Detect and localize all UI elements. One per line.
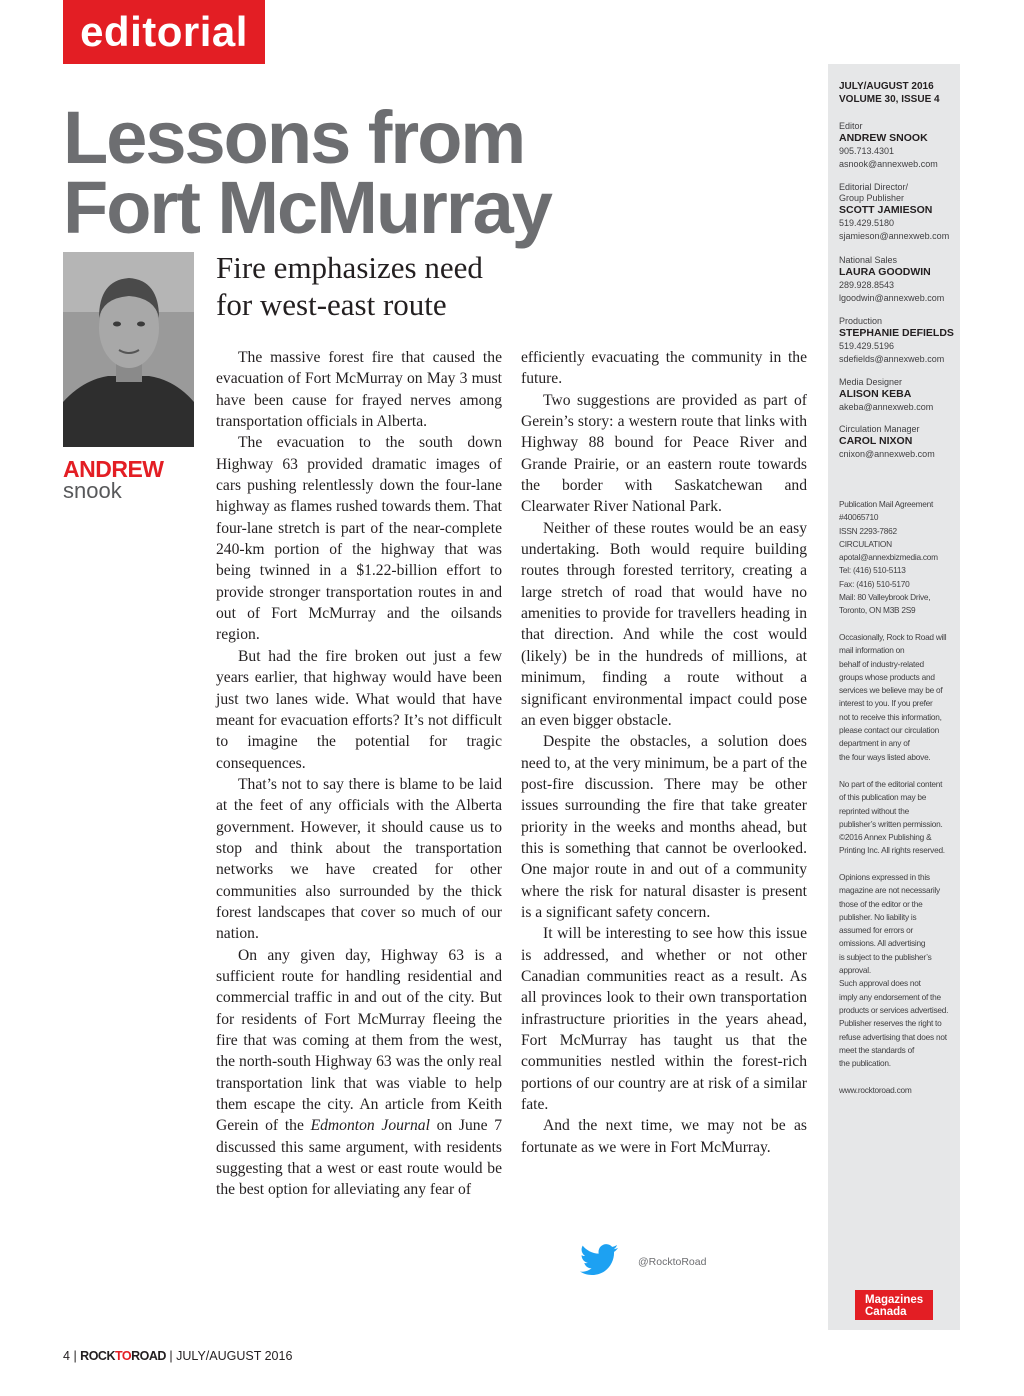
- website: [839, 1084, 957, 1097]
- notice-line: is subject to the publisher’s: [839, 951, 932, 962]
- staff-circulation-manager: [839, 424, 957, 461]
- notice-line: meet the standards of: [839, 1044, 915, 1055]
- staff-role: National Sales: [839, 255, 898, 265]
- staff-phone: 519.429.5180: [839, 218, 895, 228]
- staff-email[interactable]: sjamieson@annexweb.com: [839, 231, 950, 241]
- mail-line: Mail: 80 Valleybrook Drive,: [839, 592, 931, 603]
- notice-line: Publisher reserves the right to: [839, 1018, 942, 1029]
- deck-subtitle: [216, 249, 546, 323]
- deck-line: Fire emphasizes need: [216, 250, 483, 285]
- staff-phone: 905.713.4301: [839, 146, 895, 156]
- mail-agreement: [839, 498, 957, 618]
- notice-line: approval.: [839, 965, 871, 976]
- notice-line: behalf of industry-related: [839, 658, 924, 669]
- magazines-canada-logo: [855, 1290, 933, 1320]
- staff-phone: 289.928.8543: [839, 280, 895, 290]
- staff-editor: [839, 121, 957, 171]
- notice-line: those of the editor or the: [839, 898, 923, 909]
- staff-role: Editor: [839, 121, 863, 131]
- notice-line: groups whose products and: [839, 671, 935, 682]
- notice-line: mail information on: [839, 645, 905, 656]
- issue-date: JULY/AUGUST 2016: [839, 81, 934, 92]
- paragraph: [216, 945, 502, 1201]
- staff-email[interactable]: sdefields@annexweb.com: [839, 354, 945, 364]
- notice-line: magazine are not necessarily: [839, 885, 940, 896]
- paragraph: The evacuation to the south down Highway 63 provided dramatic images of cars pushing relentlessly down the four-lane highway as flames rushed towards them. That four-lane stretch is part of the near-complete 240-km portion of the highway that was being twinned in a $1.22-billion effort to provide stronger transportation routes in and out of Fort McMurray and the oilsands region.: [216, 434, 502, 644]
- headline: [63, 96, 803, 249]
- staff-production: [839, 316, 957, 366]
- copyright-notice: [839, 778, 957, 858]
- notice-line: reprinted without the: [839, 805, 909, 816]
- staff-editorial-director: [839, 182, 957, 243]
- author-photo: [63, 252, 194, 447]
- staff-role: Media Designer: [839, 377, 903, 387]
- logo-line: Magazines: [865, 1294, 924, 1306]
- paragraph: But had the fire broken out just a few years earlier, that highway would have been just two lanes wide. What would that have meant for evacuation efforts? It’s not difficult to imagine the potential for tragic consequences.: [216, 647, 502, 772]
- logo-line: Canada: [865, 1306, 907, 1318]
- notice-line: assumed for errors or: [839, 925, 914, 936]
- notice-line: omissions. All advertising: [839, 938, 926, 949]
- footer-issue: JULY/AUGUST 2016: [176, 1349, 293, 1363]
- notice-line: department in any of: [839, 738, 910, 749]
- staff-phone: 519.429.5196: [839, 341, 895, 351]
- notice-line: please contact our circulation: [839, 725, 939, 736]
- author-last-name: snook: [63, 478, 122, 503]
- notice-line: the publication.: [839, 1058, 891, 1069]
- mail-line: Fax: (416) 510-5170: [839, 578, 910, 589]
- mail-line: Tel: (416) 510-5113: [839, 565, 906, 576]
- section-tag: editorial: [63, 0, 265, 64]
- paragraph: Neither of these routes would be an easy undertaking. Both would require building routes through forested territory, creating a large stretch of road that would have no amenities to provide for travellers heading in that direction. And while the cost would (likely) be in the hundreds of millions, at minimum, finding a route without a significant environmental impact could pose an even bigger obstacle.: [521, 519, 807, 729]
- deck-line: for west-east route: [216, 287, 447, 322]
- notice-line: publisher. No liability is: [839, 911, 917, 922]
- notice-line: publisher’s written permission.: [839, 818, 943, 829]
- staff-role: Editorial Director/: [839, 182, 909, 192]
- mailing-notice: [839, 631, 957, 764]
- notice-line: Occasionally, Rock to Road will: [839, 632, 947, 642]
- issue-volume: VOLUME 30, ISSUE 4: [839, 94, 940, 105]
- staff-name: ANDREW SNOOK: [839, 132, 928, 144]
- paragraph-text: On any given day, Highway 63 is a sufficient route for handling residential and commercial traffic in and out of the city. But for residents of Fort McMurray fleeing the fire that was coming at them from the west, the north-south Highway 63 was the only real transportation link that was viable to help them escape the city. An article from Keith Gerein of the: [216, 946, 502, 1135]
- liability-notice: [839, 871, 957, 1070]
- mail-line: Publication Mail Agreement: [839, 499, 934, 509]
- staff-email[interactable]: asnook@annexweb.com: [839, 159, 938, 169]
- staff-national-sales: [839, 255, 957, 305]
- page-footer: [63, 1349, 292, 1363]
- paragraph: Two suggestions are provided as part of Gerein’s story: a western route that links with Highway 88 bound for Peace River and Grande Prairie, or an eastern route towards the border with Saskatchewan and Clearwater River National Park.: [521, 391, 807, 516]
- staff-name: SCOTT JAMIESON: [839, 204, 933, 216]
- body-column-1: [216, 347, 502, 1201]
- footer-logo-rock: ROCK: [80, 1349, 115, 1363]
- website-link[interactable]: www.rocktoroad.com: [839, 1085, 912, 1095]
- page-number: 4: [63, 1349, 70, 1363]
- paragraph: efficiently evacuating the community in the future.: [521, 349, 807, 388]
- mail-line: #40065710: [839, 512, 879, 523]
- notice-line: of this publication may be: [839, 792, 927, 803]
- notice-line: refuse advertising that does not: [839, 1031, 947, 1042]
- notice-line: the four ways listed above.: [839, 751, 931, 762]
- notice-line: Such approval does not: [839, 978, 921, 989]
- masthead-issue: [839, 80, 957, 106]
- mail-line[interactable]: apotal@annexbizmedia.com: [839, 552, 938, 563]
- mail-line: CIRCULATION: [839, 538, 892, 549]
- paragraph: That’s not to say there is blame to be laid at the feet of any officials with the Alberta government. However, it should cause us to stop and think about the transportation networks we have created for other communities also surrounded by the thick forest landscapes that cover so much of our nation.: [216, 775, 502, 943]
- staff-role: Group Publisher: [839, 193, 905, 203]
- publication-name: Edmonton Journal: [310, 1117, 430, 1135]
- notice-line: imply any endorsement of the: [839, 991, 941, 1002]
- notice-line: Printing Inc. All rights reserved.: [839, 845, 945, 856]
- author-first-name: ANDREW: [63, 456, 164, 482]
- paragraph: It will be interesting to see how this issue is addressed, and whether or not other Canadian communities react as a result. As all provinces look to their own transportation infrastructure priorities in the years ahead, Fort McMurray has taught us that the communities nestled within the forest-rich portions of our country are at risk of a similar fate.: [521, 925, 807, 1114]
- notice-line: services we believe may be of: [839, 685, 943, 696]
- paragraph: Despite the obstacles, a solution does need to, at the very minimum, be a part of the post-fire discussion. There may be other issues surrounding the fire that take greater priority in the weeks and months ahead, but this is something that cannot be overlooked. One major route in and out of a community where the risk for natural disaster is present is a significant safety concern.: [521, 733, 807, 921]
- footer-logo-road: ROAD: [131, 1349, 166, 1363]
- staff-email[interactable]: cnixon@annexweb.com: [839, 449, 935, 459]
- paragraph: And the next time, we may not be as fortunate as we were in Fort McMurray.: [521, 1117, 807, 1156]
- footer-separator: |: [73, 1349, 77, 1363]
- notice-line: not to receive this information,: [839, 711, 942, 722]
- staff-media-designer: [839, 377, 957, 414]
- notice-line: ©2016 Annex Publishing &: [839, 832, 932, 843]
- mail-line: Toronto, ON M3B 2S9: [839, 605, 916, 616]
- twitter-bird-icon[interactable]: [580, 1243, 618, 1277]
- staff-name: STEPHANIE DEFIELDS: [839, 327, 954, 339]
- staff-role: Production: [839, 316, 883, 326]
- headline-line: Lessons from: [63, 96, 525, 179]
- staff-email[interactable]: lgoodwin@annexweb.com: [839, 293, 945, 303]
- footer-separator: |: [169, 1349, 173, 1363]
- twitter-handle[interactable]: @RocktoRoad: [638, 1256, 707, 1268]
- paragraph-text: on June 7 discussed this same argument, with residents suggesting that a west or east route would be the best option for alleviating any fear of: [216, 1117, 503, 1199]
- staff-name: ALISON KEBA: [839, 388, 912, 400]
- staff-email[interactable]: akeba@annexweb.com: [839, 402, 934, 412]
- mail-line: ISSN 2293-7862: [839, 525, 897, 536]
- notice-line: interest to you. If you prefer: [839, 698, 933, 709]
- staff-name: CAROL NIXON: [839, 435, 913, 447]
- paragraph: The massive forest fire that caused the evacuation of Fort McMurray on May 3 must have been cause for frayed nerves among transportation officials in Alberta.: [216, 349, 502, 431]
- notice-line: Opinions expressed in this: [839, 872, 930, 882]
- staff-name: LAURA GOODWIN: [839, 266, 931, 278]
- staff-role: Circulation Manager: [839, 424, 920, 434]
- footer-logo-to: TO: [114, 1349, 132, 1363]
- body-column-2: [521, 347, 807, 1158]
- headline-line: Fort McMurray: [63, 166, 551, 249]
- notice-line: No part of the editorial content: [839, 779, 943, 789]
- notice-line: products or services advertised.: [839, 1004, 949, 1015]
